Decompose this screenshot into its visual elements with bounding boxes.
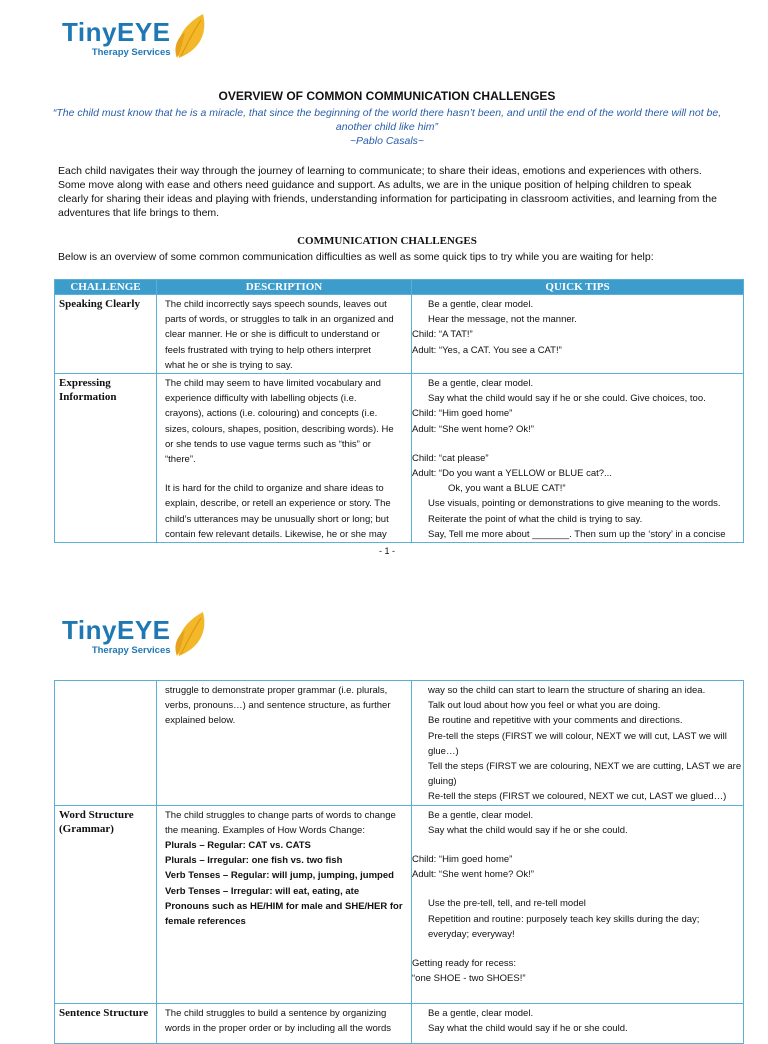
tip-line: Child: “cat please” bbox=[412, 452, 489, 464]
desc-line: clear manner. He or she is difficult to understand or bbox=[165, 329, 380, 341]
tip-line: Getting ready for recess: bbox=[412, 958, 517, 970]
desc-line: female references bbox=[165, 916, 246, 928]
desc-line bbox=[165, 467, 405, 481]
challenge-cell: Sentence Structure bbox=[55, 1003, 157, 1043]
tip-line bbox=[412, 838, 743, 852]
tip-line: Pre-tell the steps (FIRST we will colour, NEXT we will cut, LAST we will bbox=[428, 730, 727, 742]
desc-line: sizes, colours, shapes, position, describing words). He bbox=[165, 423, 394, 435]
tip-line: gluing) bbox=[428, 776, 457, 788]
page-number: - 1 - bbox=[378, 546, 395, 556]
tip-line: Be routine and repetitive with your comments and directions. bbox=[428, 715, 683, 727]
challenge-cell: Speaking Clearly bbox=[55, 295, 157, 374]
tip-line: Child: “Him goed home” bbox=[412, 854, 513, 866]
tip-line: Say what the child would say if he or she could. bbox=[428, 1022, 628, 1034]
desc-line: struggle to demonstrate proper grammar (i.e. plurals, bbox=[165, 685, 388, 696]
header-description: DESCRIPTION bbox=[157, 280, 412, 295]
desc-line: The child struggles to change parts of words to change bbox=[165, 809, 396, 821]
tip-line: Be a gentle, clear model. bbox=[428, 1007, 534, 1019]
desc-line: It is hard for the child to organize and share ideas to bbox=[165, 483, 384, 495]
challenges-table-continued bbox=[54, 680, 744, 1044]
description-cell bbox=[157, 805, 412, 1003]
tip-line: Reiterate the point of what the child is trying to say. bbox=[428, 513, 643, 525]
desc-line: Verb Tenses – Irregular: will eat, eating, ate bbox=[165, 885, 360, 897]
desc-line: Pronouns such as HE/HIM for male and SHE/HER for bbox=[165, 900, 403, 912]
desc-line: The child struggles to build a sentence by organizing bbox=[165, 1007, 387, 1019]
desc-line: verbs, pronouns…) and sentence structure, as further bbox=[165, 700, 391, 712]
tip-line: “one SHOE - two SHOES!” bbox=[412, 973, 526, 985]
desc-line: crayons), actions (i.e. colouring) and concepts (i.e. bbox=[165, 408, 378, 420]
brand-name: TinyEYE bbox=[62, 615, 171, 645]
desc-line: explain, describe, or retell an experience or story. The bbox=[165, 498, 391, 510]
table-row bbox=[55, 295, 744, 374]
brand-tagline: Therapy Services bbox=[91, 47, 171, 58]
tip-line: Ok, you want a BLUE CAT!” bbox=[448, 483, 566, 495]
tips-cell bbox=[412, 805, 744, 1003]
tip-line: Re-tell the steps (FIRST we coloured, NEXT we cut, LAST we glued…) bbox=[428, 791, 727, 803]
desc-line: the meaning. Examples of How Words Change: bbox=[165, 824, 365, 836]
tip-line bbox=[412, 942, 743, 956]
section-title: COMMUNICATION CHALLENGES bbox=[297, 235, 477, 247]
header-challenge: CHALLENGE bbox=[55, 280, 157, 295]
desc-line: The child incorrectly says speech sounds, leaves out bbox=[165, 299, 387, 310]
quote-block bbox=[52, 106, 722, 148]
desc-line: what he or she is trying to say. bbox=[165, 359, 293, 371]
tip-line: Adult: “She went home? Ok!” bbox=[412, 423, 534, 435]
desc-line: contain few relevant details. Likewise, he or she may bbox=[165, 528, 387, 540]
desc-line: Verb Tenses – Regular: will jump, jumping, jumped bbox=[165, 870, 394, 882]
tips-cell bbox=[412, 295, 744, 374]
brand-tagline: Therapy Services bbox=[91, 645, 171, 656]
tip-line: Be a gentle, clear model. bbox=[428, 378, 534, 390]
tip-line: Hear the message, not the manner. bbox=[428, 314, 577, 326]
leaf-icon bbox=[173, 610, 211, 658]
description-cell bbox=[157, 374, 412, 543]
table-row bbox=[55, 1003, 744, 1043]
challenge-cell: Expressing Information bbox=[55, 374, 157, 543]
desc-line: feels frustrated with trying to help others interpret bbox=[165, 344, 371, 356]
leaf-icon bbox=[173, 12, 211, 60]
tip-line: way so the child can start to learn the structure of sharing an idea. bbox=[428, 685, 706, 696]
table-row bbox=[55, 374, 744, 543]
desc-line: parts of words, or struggles to talk in an organized and bbox=[165, 314, 394, 326]
tip-line: Be a gentle, clear model. bbox=[428, 299, 534, 310]
tip-line: Adult: “Do you want a YELLOW or BLUE cat?... bbox=[412, 468, 612, 480]
tip-line: Child: “A TAT!” bbox=[412, 329, 473, 341]
brand-logo bbox=[62, 616, 211, 658]
tip-line: Say what the child would say if he or she could. Give choices, too. bbox=[428, 393, 706, 405]
challenges-table bbox=[54, 279, 744, 543]
tip-line: Adult: “She went home? Ok!” bbox=[412, 869, 534, 881]
description-cell bbox=[157, 681, 412, 806]
tip-line: Say what the child would say if he or she could. bbox=[428, 824, 628, 836]
intro-paragraph: Each child navigates their way through the journey of learning to communicate; to share their ideas, emotions and experiences with others. Some move along with ease and others need guidance and support. As adults, we are in the unique position of helping children to speak clearly for sharing their ideas and playing with friends, understanding information for participating in classroom activities, and learning from the adventures that life brings to them. bbox=[58, 165, 717, 219]
desc-line: The child may seem to have limited vocabulary and bbox=[165, 378, 381, 390]
desc-line: “there”. bbox=[165, 454, 196, 466]
tip-line bbox=[412, 437, 743, 451]
tip-line: Be a gentle, clear model. bbox=[428, 809, 534, 821]
tip-line: Repetition and routine: purposely teach key skills during the day; bbox=[428, 913, 700, 925]
brand-logo bbox=[62, 18, 211, 60]
description-cell bbox=[157, 1003, 412, 1043]
challenge-cell: Word Structure (Grammar) bbox=[55, 805, 157, 1003]
tips-cell bbox=[412, 374, 744, 543]
tips-cell bbox=[412, 1003, 744, 1043]
tip-line: Tell the steps (FIRST we are colouring, NEXT we are cutting, LAST we are bbox=[428, 761, 742, 773]
tip-line: Talk out loud about how you feel or what you are doing. bbox=[428, 700, 661, 712]
desc-line: Plurals – Irregular: one fish vs. two fish bbox=[165, 855, 343, 867]
tip-line: Child: “Him goed home” bbox=[412, 408, 513, 420]
below-text: Below is an overview of some common communication difficulties as well as some quick tips to try while you are waiting for help: bbox=[58, 251, 654, 263]
desc-line: explained below. bbox=[165, 715, 236, 727]
tip-line: Use visuals, pointing or demonstrations to give meaning to the words. bbox=[428, 498, 721, 510]
header-quick-tips: QUICK TIPS bbox=[412, 280, 744, 295]
tip-line: Adult: “Yes, a CAT. You see a CAT!” bbox=[412, 344, 562, 356]
document-title: OVERVIEW OF COMMON COMMUNICATION CHALLENGES bbox=[218, 89, 556, 103]
quote-text: “The child must know that he is a miracle, that since the beginning of the world there hasn’t been, and until the end of the world there will not be, another child like him” bbox=[52, 107, 722, 133]
challenge-cell bbox=[55, 681, 157, 806]
desc-line: or she tends to use vague terms such as “this” or bbox=[165, 438, 371, 450]
quote-author: ~Pablo Casals~ bbox=[349, 135, 425, 147]
desc-line: words in the proper order or by including all the words bbox=[165, 1022, 392, 1034]
table-row bbox=[55, 805, 744, 1003]
table-row bbox=[55, 681, 744, 806]
desc-line: Plurals – Regular: CAT vs. CATS bbox=[165, 840, 311, 852]
tip-line bbox=[412, 882, 743, 896]
tip-line: Use the pre-tell, tell, and re-tell model bbox=[428, 898, 586, 910]
desc-line: experience difficulty with labelling objects (i.e. bbox=[165, 393, 357, 405]
tips-cell bbox=[412, 681, 744, 806]
tip-line: glue…) bbox=[428, 745, 459, 757]
table-header-row bbox=[55, 280, 744, 295]
tip-line: everyday; everyway! bbox=[428, 928, 515, 940]
description-cell bbox=[157, 295, 412, 374]
brand-name: TinyEYE bbox=[62, 17, 171, 47]
tip-line: Say, Tell me more about _______. Then sum up the ‘story’ in a concise bbox=[428, 528, 726, 540]
desc-line: child’s utterances may be unusually short or long; but bbox=[165, 513, 389, 525]
